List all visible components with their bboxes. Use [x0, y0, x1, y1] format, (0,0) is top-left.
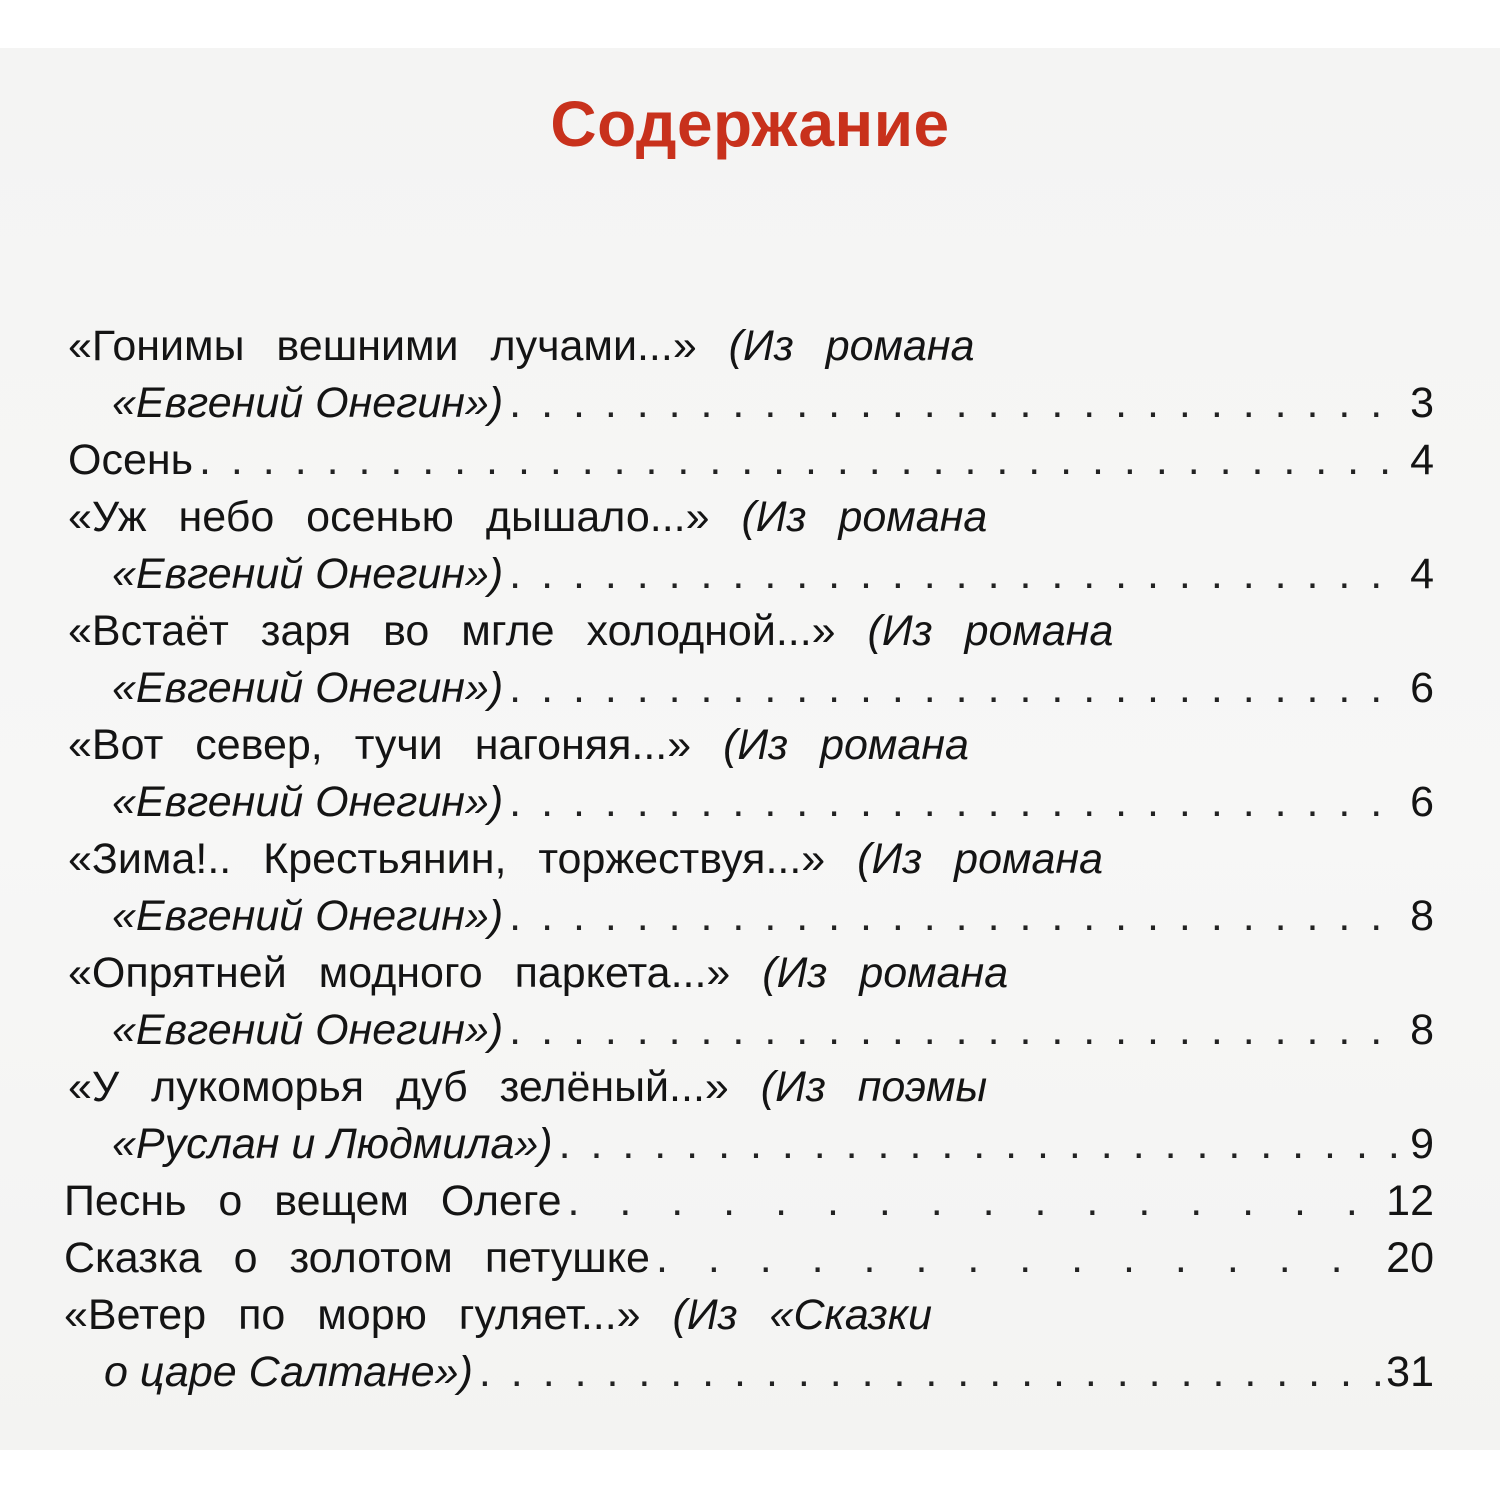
toc-entry-source: (Из романа	[709, 493, 988, 541]
toc-entry-title-line	[68, 945, 1228, 1001]
table-of-contents	[0, 48, 1500, 1450]
toc-entry-title: «Опрятней модного паркета...»	[68, 949, 731, 997]
toc-entry-source: «Руслан и Людмила»)	[112, 1120, 553, 1168]
dot-leader	[199, 432, 1404, 488]
toc-entry-title-line	[68, 1059, 1188, 1115]
toc-entry-line[interactable]	[112, 375, 1434, 431]
page-number: 8	[1410, 1006, 1434, 1054]
toc-entry-source: (Из романа	[835, 607, 1114, 655]
toc-entry-title-line	[68, 717, 1168, 773]
page-number: 31	[1386, 1348, 1434, 1396]
toc-entry-source: о царе Салтане»)	[104, 1348, 473, 1396]
toc-entry-source: (Из романа	[691, 721, 969, 769]
toc-entry-line[interactable]	[112, 888, 1434, 944]
toc-entry-title: «Встаёт заря во мгле холодной...»	[68, 607, 836, 655]
dot-leader	[509, 375, 1404, 431]
toc-entry-line[interactable]	[104, 1344, 1434, 1400]
toc-entry-source: «Евгений Онегин»)	[112, 664, 504, 712]
toc-entry-line[interactable]	[64, 1173, 1434, 1229]
toc-entry-title: «У лукоморья дуб зелёный...»	[68, 1063, 729, 1111]
toc-entry-source: (Из романа	[825, 835, 1103, 883]
toc-entry-title-line	[68, 603, 1368, 659]
page-title: Содержание	[550, 88, 950, 160]
toc-entry-source: (Из поэмы	[728, 1063, 988, 1111]
book-page	[0, 48, 1500, 1450]
page-number: 12	[1386, 1177, 1434, 1225]
page-number: 9	[1410, 1120, 1434, 1168]
toc-entry-line[interactable]	[112, 546, 1434, 602]
toc-entry-source: «Евгений Онегин»)	[112, 379, 504, 427]
toc-entry-title: Осень	[68, 436, 194, 484]
toc-entry-title: «Вот север, тучи нагоняя...»	[68, 721, 692, 769]
toc-entry-source: «Евгений Онегин»)	[112, 778, 504, 826]
toc-entry-title: Песнь о вещем Олеге	[64, 1177, 562, 1225]
toc-entry-line[interactable]	[68, 432, 1434, 488]
dot-leader	[656, 1230, 1380, 1286]
dot-leader	[568, 1173, 1381, 1229]
toc-entry-title-line	[68, 318, 1168, 374]
toc-entry-title: «Ветер по морю гуляет...»	[64, 1291, 641, 1339]
toc-entry-line[interactable]	[112, 774, 1434, 830]
toc-entry-line[interactable]	[112, 660, 1434, 716]
toc-entry-title-line	[64, 1287, 1164, 1343]
dot-leader	[509, 1002, 1404, 1058]
toc-entry-source: (Из романа	[730, 949, 1009, 997]
toc-entry-title-line	[68, 831, 1368, 887]
toc-entry-title: «Гонимы вешними лучами...»	[68, 322, 697, 370]
toc-entry-line[interactable]	[64, 1230, 1434, 1286]
toc-entry-source: (Из романа	[696, 322, 975, 370]
toc-entry-title: Сказка о золотом петушке	[64, 1234, 650, 1282]
toc-entry-source: (Из «Сказки	[640, 1291, 933, 1339]
page-number: 4	[1410, 436, 1434, 484]
dot-leader	[479, 1344, 1380, 1400]
page-number: 20	[1386, 1234, 1434, 1282]
page-number: 6	[1410, 778, 1434, 826]
dot-leader	[509, 660, 1404, 716]
toc-entry-source: «Евгений Онегин»)	[112, 1006, 504, 1054]
page-number: 4	[1410, 550, 1434, 598]
page-number: 3	[1410, 379, 1434, 427]
toc-entry-title-line	[68, 489, 1168, 545]
toc-entry-title: «Зима!.. Крестьянин, торжествуя...»	[68, 835, 826, 883]
page-number: 8	[1410, 892, 1434, 940]
dot-leader	[509, 888, 1404, 944]
dot-leader	[559, 1116, 1404, 1172]
dot-leader	[509, 546, 1404, 602]
page-number: 6	[1410, 664, 1434, 712]
toc-entry-title: «Уж небо осенью дышало...»	[68, 493, 710, 541]
toc-entry-line[interactable]	[112, 1116, 1434, 1172]
toc-entry-source: «Евгений Онегин»)	[112, 892, 504, 940]
toc-entry-source: «Евгений Онегин»)	[112, 550, 504, 598]
toc-entry-line[interactable]	[112, 1002, 1434, 1058]
dot-leader	[509, 774, 1404, 830]
